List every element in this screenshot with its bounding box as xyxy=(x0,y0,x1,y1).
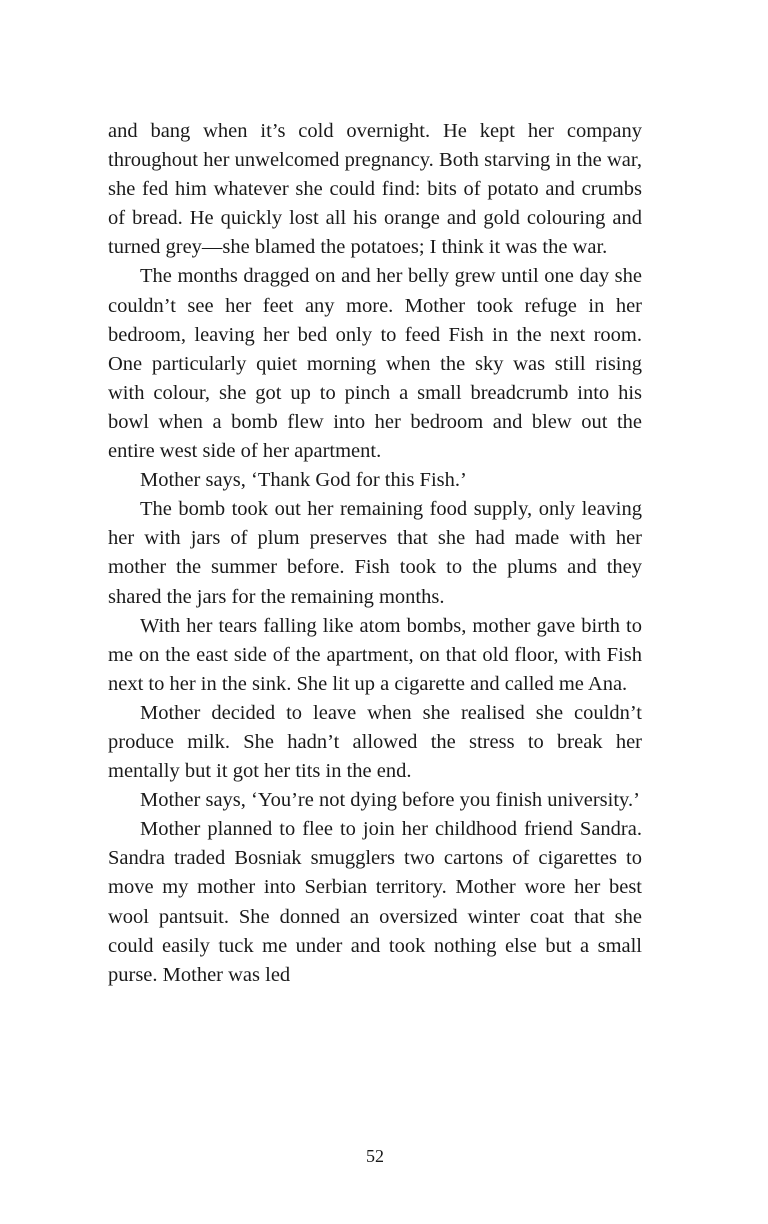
page-number: 52 xyxy=(366,1146,384,1166)
paragraph: The months dragged on and her belly grew until one day she couldn’t see her feet any more. Mother took refuge in her bedroom, leaving her bed only to feed Fish in the next room. One particularly quiet morning when the sky was still rising with colour, she got up to pinch a small breadcrumb into his bowl when a bomb flew into her bedroom and blew out the entire west side of her apartment. xyxy=(108,265,642,463)
body-text xyxy=(108,117,642,990)
paragraph: With her tears falling like atom bombs, mother gave birth to me on the east side of the apartment, on that old floor, with Fish next to her in the sink. She lit up a cigarette and called me Ana. xyxy=(108,614,642,695)
paragraph: The bomb took out her remaining food supply, only leaving her with jars of plum preserves that she had made with her mother the summer before. Fish took to the plums and they shared the jars for the remaining months. xyxy=(108,498,642,608)
paragraph: Mother decided to leave when she realised she couldn’t produce milk. She hadn’t allowed the stress to break her mentally but it got her tits in the end. xyxy=(108,701,642,783)
paragraph: Mother says, ‘Thank God for this Fish.’ xyxy=(140,469,467,492)
paragraph: Mother planned to flee to join her childhood friend Sandra. Sandra traded Bosniak smugglers two cartons of cigarettes to move my mother into Serbian territory. Mother wore her best wool pantsuit. She donned an oversized winter coat that she could easily tuck me under and took nothing else but a small purse. Mother was led xyxy=(108,818,642,986)
paragraph: Mother says, ‘You’re not dying before you finish university.’ xyxy=(140,789,640,812)
paragraph-continued: and bang when it’s cold overnight. He kept her company throughout her unwelcomed pregnancy. Both starving in the war, she fed him whatever she could find: bits of potato and crumbs of bread. He quickly lost all his orange and gold colouring and turned grey—she blamed the potatoes; I think it was the war. xyxy=(108,120,642,259)
